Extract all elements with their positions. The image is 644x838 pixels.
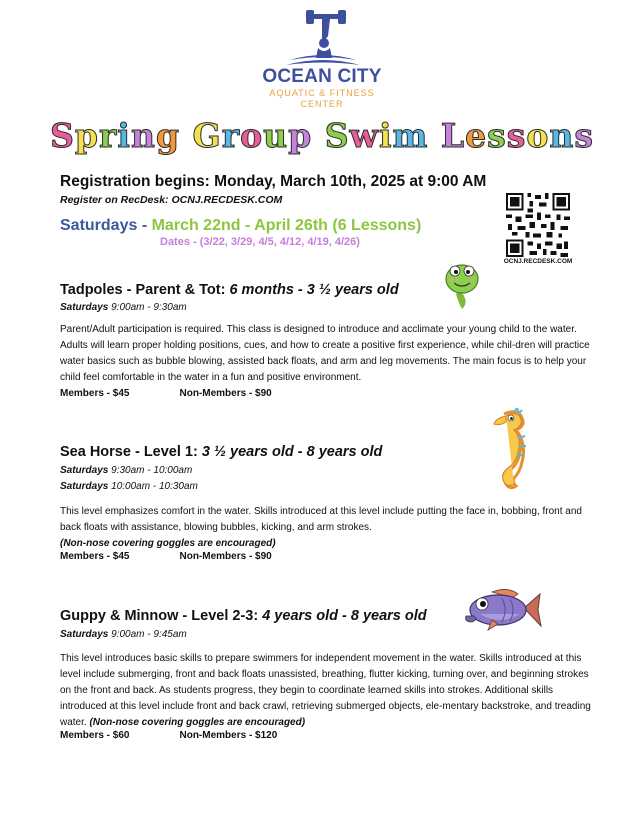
logo-swimmer-icon [282, 10, 364, 72]
qr-caption: OCNJ.RECDESK.COM [503, 258, 573, 265]
logo-name: OCEAN CITY [262, 66, 382, 87]
guppy-time-day: Saturdays [60, 629, 109, 640]
seahorse-member-price: Members - $45 [60, 551, 130, 562]
title-letter: p [288, 116, 313, 155]
title-letter: w [349, 116, 379, 155]
qr-code [505, 193, 571, 257]
tadpoles-time-value: 9:00am - 9:30am [108, 302, 187, 313]
tadpoles-heading [60, 282, 399, 298]
tadpoles-time-day: Saturdays [60, 302, 109, 313]
seahorse-icon [492, 408, 530, 494]
seahorse-heading [60, 444, 382, 460]
title-letter: p [74, 116, 99, 155]
guppy-pricing [60, 730, 277, 741]
registration-date: Registration begins: Monday, March 10th, 2025 at 9:00 AM [60, 173, 487, 190]
session-schedule [60, 217, 421, 235]
seahorse-description: This level emphasizes comfort in the water. Skills introduced at this level include putting the face in, bobbing, front and back floats with assistance, blowing bubbles, kicking, and arm strokes. [60, 506, 582, 533]
title-letter: S [50, 116, 75, 155]
title-letter: s [506, 116, 527, 155]
title-letter: m [392, 116, 429, 155]
tadpoles-pricing [60, 388, 272, 399]
session-dates: Dates - (3/22, 3/29, 4/5, 4/12, 4/19, 4/26) [160, 236, 360, 248]
title-letter: o [240, 116, 264, 155]
seahorse-nonmember-price: Non-Members - $90 [179, 551, 272, 562]
register-link-text: Register on RecDesk: OCNJ.RECDESK.COM [60, 194, 283, 206]
logo-subtitle-line2: CENTER [300, 99, 344, 109]
guppy-description [60, 651, 592, 731]
title-letter: n [130, 116, 156, 155]
title-letter [312, 116, 325, 155]
guppy-title: Guppy & Minnow - Level 2-3: [60, 608, 263, 624]
title-letter: i [378, 116, 393, 155]
title-letter: r [99, 116, 118, 155]
fish-icon [462, 586, 542, 632]
tadpoles-description: Parent/Adult participation is required. This class is designed to introduce and acclimate your young child to the water. Adults will learn proper holding positions, cues, and how to create a positive first experience, while chil-dren will practice water basics such as bubble blowing, assisted back floats, and arm and leg movements. The main focus is to help your child feel comfortable in the water in a fun and positive environment. [60, 324, 590, 383]
seahorse-time-1-day: Saturdays [60, 465, 109, 476]
tadpoles-member-price: Members - $45 [60, 388, 130, 399]
title-letter: e [465, 116, 488, 155]
session-separator: - [137, 217, 152, 234]
title-letter: S [324, 116, 350, 155]
seahorse-time-2 [60, 481, 198, 492]
seahorse-time-2-value: 10:00am - 10:30am [108, 481, 198, 492]
title-letter [428, 116, 441, 155]
seahorse-time-2-day: Saturdays [60, 481, 109, 492]
guppy-goggles-note: (Non-nose covering goggles are encouraged) [89, 717, 306, 728]
seahorse-title: Sea Horse - Level 1: [60, 444, 202, 460]
title-letter [180, 116, 193, 155]
guppy-heading [60, 608, 427, 624]
title-letter: i [117, 116, 131, 155]
tadpoles-time [60, 302, 187, 313]
title-letter: r [221, 116, 241, 155]
page-title [0, 116, 644, 155]
title-letter: o [526, 116, 550, 155]
guppy-member-price: Members - $60 [60, 730, 130, 741]
seahorse-time-1-value: 9:30am - 10:00am [108, 465, 193, 476]
seahorse-age: 3 ½ years old - 8 years old [201, 444, 383, 460]
guppy-age: 4 years old - 8 years old [262, 608, 427, 624]
tadpoles-title: Tadpoles - Parent & Tot: [60, 282, 230, 298]
tadpole-icon [440, 262, 484, 310]
session-day: Saturdays [60, 217, 138, 234]
seahorse-time-1 [60, 465, 192, 476]
title-letter: g [155, 116, 181, 155]
title-letter: u [263, 116, 289, 155]
seahorse-pricing [60, 551, 272, 562]
guppy-description-text: This level introduces basic skills to prepare swimmers for independent movement in the water. Skills introduced at this level include submerging, front and back floats unassisted, breathing, flutter kicking, turning over, and beginning strokes on the front and back. As students progress, they begin to coordinate learned skills into strokes. Additional skills introduced at this level include front and back crawl, retrieving submerged objects, ele-mentary backstroke, and treading water. [60, 653, 591, 728]
title-letter: G [192, 116, 222, 155]
title-letter: s [574, 116, 594, 155]
guppy-time-value: 9:00am - 9:45am [108, 629, 187, 640]
tadpoles-age: 6 months - 3 ½ years old [229, 282, 399, 298]
logo-subtitle: AQUATIC & FITNESS [269, 88, 375, 98]
session-range: March 22nd - April 26th (6 Lessons) [151, 217, 422, 234]
title-letter: n [549, 116, 575, 155]
title-letter: L [440, 116, 466, 155]
title-letter: s [487, 116, 507, 155]
tadpoles-nonmember-price: Non-Members - $90 [179, 388, 272, 399]
guppy-time [60, 629, 187, 640]
guppy-nonmember-price: Non-Members - $120 [179, 730, 278, 741]
seahorse-goggles-note: (Non-nose covering goggles are encouraged) [60, 538, 276, 549]
